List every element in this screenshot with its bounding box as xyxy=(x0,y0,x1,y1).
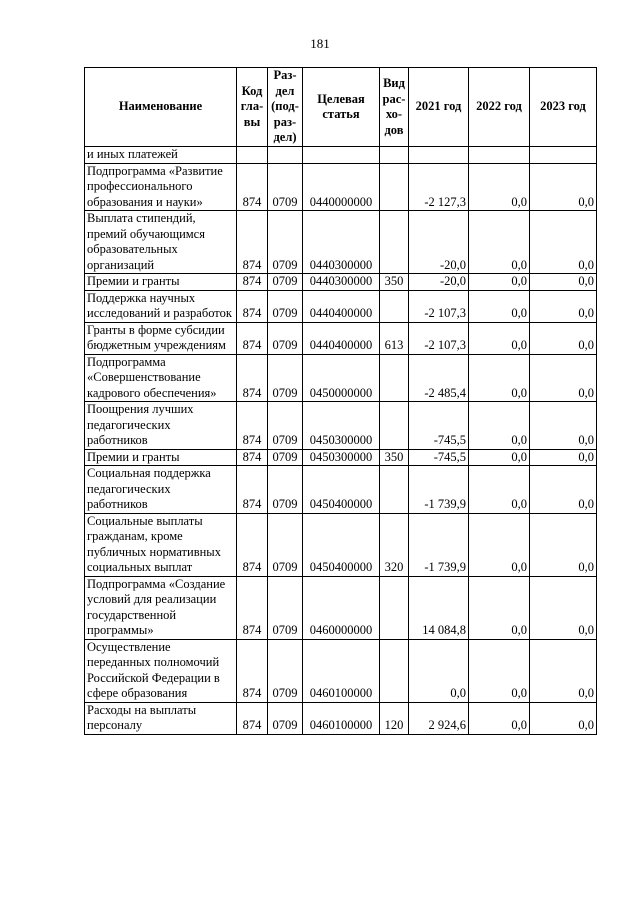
header-2022: 2022 год xyxy=(469,68,530,147)
cell-article: 0450000000 xyxy=(303,354,380,402)
cell-code: 874 xyxy=(237,576,268,639)
cell-vid xyxy=(380,466,409,514)
cell-y2021: -745,5 xyxy=(409,449,469,466)
cell-article xyxy=(303,147,380,164)
cell-section: 0709 xyxy=(268,576,303,639)
cell-section: 0709 xyxy=(268,354,303,402)
cell-y2022: 0,0 xyxy=(469,576,530,639)
cell-vid xyxy=(380,211,409,274)
header-row xyxy=(85,68,597,147)
cell-article: 0450400000 xyxy=(303,466,380,514)
cell-name: Гранты в форме субсидии бюджетным учреждениям xyxy=(85,322,237,354)
cell-y2023: 0,0 xyxy=(530,702,597,734)
cell-name: Подпрограмма «Создание условий для реализации государственной программы» xyxy=(85,576,237,639)
cell-name: Премии и гранты xyxy=(85,274,237,291)
table-row xyxy=(85,639,597,702)
header-code: Код гла- вы xyxy=(237,68,268,147)
cell-section: 0709 xyxy=(268,274,303,291)
cell-y2023: 0,0 xyxy=(530,322,597,354)
header-section: Раз- дел (под- раз- дел) xyxy=(268,68,303,147)
table-body xyxy=(85,147,597,735)
table-row xyxy=(85,354,597,402)
cell-code: 874 xyxy=(237,354,268,402)
cell-y2022: 0,0 xyxy=(469,163,530,211)
cell-y2023: 0,0 xyxy=(530,513,597,576)
cell-y2022: 0,0 xyxy=(469,290,530,322)
cell-y2022: 0,0 xyxy=(469,322,530,354)
cell-section xyxy=(268,147,303,164)
cell-article: 0450400000 xyxy=(303,513,380,576)
cell-code: 874 xyxy=(237,449,268,466)
cell-article: 0440300000 xyxy=(303,211,380,274)
cell-name: Выплата стипендий, премий обучающимся образовательных организаций xyxy=(85,211,237,274)
cell-article: 0460100000 xyxy=(303,702,380,734)
cell-article: 0440300000 xyxy=(303,274,380,291)
cell-section: 0709 xyxy=(268,290,303,322)
cell-name: и иных платежей xyxy=(85,147,237,164)
cell-vid: 320 xyxy=(380,513,409,576)
cell-article: 0440000000 xyxy=(303,163,380,211)
cell-y2021: -2 127,3 xyxy=(409,163,469,211)
cell-name: Поддержка научных исследований и разработок xyxy=(85,290,237,322)
header-name: Наименование xyxy=(85,68,237,147)
table-row xyxy=(85,147,597,164)
cell-code: 874 xyxy=(237,211,268,274)
cell-y2021: -1 739,9 xyxy=(409,466,469,514)
header-2021: 2021 год xyxy=(409,68,469,147)
table-row xyxy=(85,466,597,514)
cell-y2021: -2 107,3 xyxy=(409,290,469,322)
page-number: 181 xyxy=(310,36,330,51)
table-row xyxy=(85,290,597,322)
cell-vid: 350 xyxy=(380,449,409,466)
cell-section: 0709 xyxy=(268,211,303,274)
cell-section: 0709 xyxy=(268,163,303,211)
cell-y2021: 2 924,6 xyxy=(409,702,469,734)
table-row xyxy=(85,513,597,576)
cell-name: Премии и гранты xyxy=(85,449,237,466)
cell-code: 874 xyxy=(237,702,268,734)
cell-y2023: 0,0 xyxy=(530,211,597,274)
cell-article: 0440400000 xyxy=(303,290,380,322)
cell-y2023: 0,0 xyxy=(530,354,597,402)
cell-vid xyxy=(380,354,409,402)
cell-code: 874 xyxy=(237,402,268,450)
cell-article: 0460000000 xyxy=(303,576,380,639)
cell-vid xyxy=(380,639,409,702)
cell-vid xyxy=(380,163,409,211)
cell-section: 0709 xyxy=(268,639,303,702)
cell-y2021: -20,0 xyxy=(409,274,469,291)
cell-code: 874 xyxy=(237,513,268,576)
cell-code: 874 xyxy=(237,322,268,354)
cell-y2021: -2 485,4 xyxy=(409,354,469,402)
cell-name: Социальные выплаты гражданам, кроме публичных нормативных социальных выплат xyxy=(85,513,237,576)
cell-y2023: 0,0 xyxy=(530,274,597,291)
cell-y2023 xyxy=(530,147,597,164)
cell-vid: 120 xyxy=(380,702,409,734)
cell-vid xyxy=(380,402,409,450)
cell-name: Подпрограмма «Развитие профессионального образования и науки» xyxy=(85,163,237,211)
cell-article: 0460100000 xyxy=(303,639,380,702)
cell-y2021: -2 107,3 xyxy=(409,322,469,354)
cell-y2022: 0,0 xyxy=(469,702,530,734)
cell-vid: 350 xyxy=(380,274,409,291)
cell-article: 0440400000 xyxy=(303,322,380,354)
cell-y2022 xyxy=(469,147,530,164)
budget-table xyxy=(84,67,597,735)
cell-y2022: 0,0 xyxy=(469,639,530,702)
header-vid: Вид рас- хо- дов xyxy=(380,68,409,147)
cell-section: 0709 xyxy=(268,702,303,734)
cell-y2022: 0,0 xyxy=(469,513,530,576)
cell-section: 0709 xyxy=(268,322,303,354)
table-row xyxy=(85,702,597,734)
cell-y2021: -1 739,9 xyxy=(409,513,469,576)
table-row xyxy=(85,274,597,291)
cell-name: Подпрограмма «Совершенствование кадрового обеспечения» xyxy=(85,354,237,402)
cell-section: 0709 xyxy=(268,449,303,466)
table-row xyxy=(85,402,597,450)
cell-vid xyxy=(380,147,409,164)
cell-y2023: 0,0 xyxy=(530,290,597,322)
cell-y2022: 0,0 xyxy=(469,466,530,514)
cell-vid: 613 xyxy=(380,322,409,354)
cell-name: Поощрения лучших педагогических работников xyxy=(85,402,237,450)
cell-y2022: 0,0 xyxy=(469,211,530,274)
cell-article: 0450300000 xyxy=(303,449,380,466)
cell-code xyxy=(237,147,268,164)
cell-section: 0709 xyxy=(268,466,303,514)
header-2023: 2023 год xyxy=(530,68,597,147)
cell-vid xyxy=(380,576,409,639)
cell-code: 874 xyxy=(237,466,268,514)
cell-y2021: -20,0 xyxy=(409,211,469,274)
cell-y2022: 0,0 xyxy=(469,402,530,450)
cell-section: 0709 xyxy=(268,402,303,450)
table-row xyxy=(85,163,597,211)
cell-article: 0450300000 xyxy=(303,402,380,450)
cell-y2023: 0,0 xyxy=(530,449,597,466)
cell-y2023: 0,0 xyxy=(530,466,597,514)
cell-section: 0709 xyxy=(268,513,303,576)
cell-y2021 xyxy=(409,147,469,164)
cell-name: Расходы на выплаты персоналу xyxy=(85,702,237,734)
cell-vid xyxy=(380,290,409,322)
cell-name: Социальная поддержка педагогических работников xyxy=(85,466,237,514)
cell-code: 874 xyxy=(237,290,268,322)
table-row xyxy=(85,211,597,274)
cell-y2022: 0,0 xyxy=(469,274,530,291)
cell-y2023: 0,0 xyxy=(530,576,597,639)
cell-name: Осуществление переданных полномочий Российской Федерации в сфере образования xyxy=(85,639,237,702)
table-row xyxy=(85,576,597,639)
cell-code: 874 xyxy=(237,163,268,211)
cell-y2021: 14 084,8 xyxy=(409,576,469,639)
cell-y2023: 0,0 xyxy=(530,402,597,450)
cell-y2023: 0,0 xyxy=(530,639,597,702)
header-article: Целевая статья xyxy=(303,68,380,147)
cell-y2022: 0,0 xyxy=(469,449,530,466)
table-row xyxy=(85,449,597,466)
cell-code: 874 xyxy=(237,274,268,291)
cell-y2021: 0,0 xyxy=(409,639,469,702)
cell-y2023: 0,0 xyxy=(530,163,597,211)
cell-code: 874 xyxy=(237,639,268,702)
cell-y2022: 0,0 xyxy=(469,354,530,402)
table-row xyxy=(85,322,597,354)
cell-y2021: -745,5 xyxy=(409,402,469,450)
